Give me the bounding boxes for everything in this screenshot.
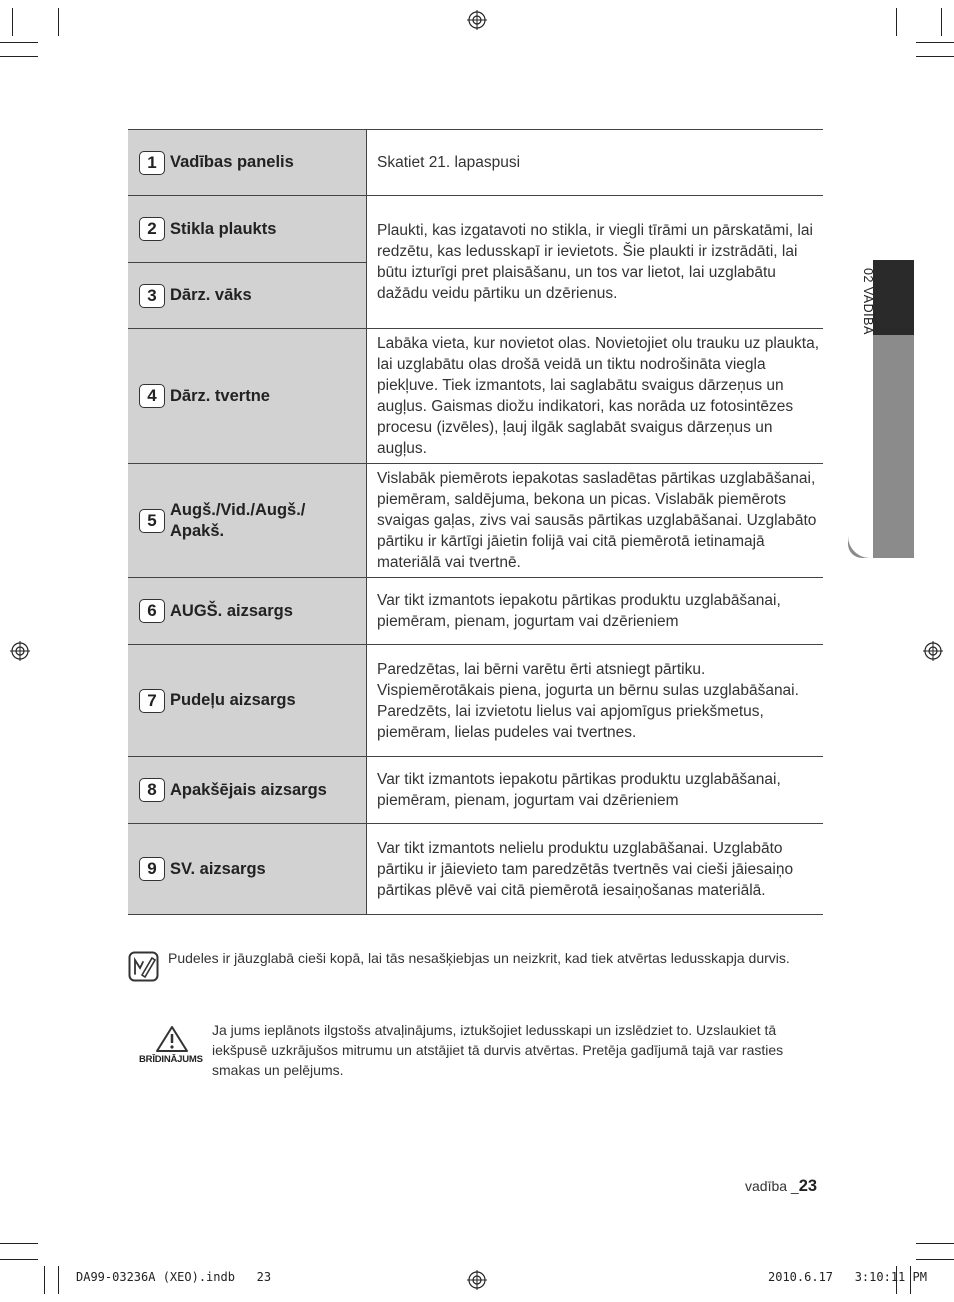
part-label-cell: [128, 578, 367, 645]
table-row: [128, 645, 823, 757]
part-description: Var tikt izmantots iepakotu pārtikas produktu uzglabāšanai, piemēram, pienam, jogurtam vai dzērieniem: [367, 757, 824, 824]
part-name: Dārz. vāks: [170, 286, 252, 304]
part-name: Stikla plaukts: [170, 219, 277, 238]
crop-mark: [0, 56, 38, 57]
crop-mark: [0, 1243, 38, 1244]
table-row: [128, 578, 823, 645]
print-slug-file: DA99-03236A (XEO).indb 23: [76, 1270, 272, 1284]
crop-mark: [12, 8, 13, 36]
warning-icon: [155, 1025, 189, 1053]
part-label-cell: [128, 130, 367, 196]
table-row: [128, 824, 823, 915]
part-label-cell: [128, 824, 367, 915]
note-icon: [128, 951, 159, 982]
crop-mark: [916, 56, 954, 57]
part-number: 9: [139, 857, 165, 881]
crop-mark: [916, 42, 954, 43]
part-description-line: Paredzētas, lai bērni varētu ērti atsniegt pārtiku. Vispiemērotākais piena, jogurta un bērnu sulas uzglabāšanai.: [377, 660, 799, 699]
crop-mark: [916, 1259, 954, 1260]
part-label-cell: [128, 263, 367, 329]
warning-label: BRĪDINĀJUMS: [139, 1054, 203, 1065]
crop-mark: [44, 1266, 45, 1294]
side-tab-label: 02 VADĪBA: [861, 268, 875, 335]
part-number: 2: [139, 217, 165, 241]
part-label-cell: [128, 196, 367, 263]
part-description: Plaukti, kas izgatavoti no stikla, ir viegli tīrāmi un pārskatāmi, lai redzētu, kas ledusskapī ir ievietots. Šie plaukti ir izstrādāti, lai būtu izturīgi pret plaisāšanu, un tos var lietot, lai uzglabātu dažādu veidu pārtiku un dzērienus.: [367, 196, 824, 329]
table-row: [128, 329, 823, 464]
part-name: Pudeļu aizsargs: [170, 691, 296, 709]
print-slug-date: 2010.6.17 3:10:11 PM: [768, 1270, 927, 1284]
warning-text: Ja jums ieplānots ilgstošs atvaļinājums, iztukšojiet ledusskapi un izslēdziet to. Uzslaukiet tā iekšpusē uzkrājušos mitrumu un atstājiet tā durvis atvērtas. Pretēja gadījumā tajā var rasties smakas un pelējums.: [212, 1022, 784, 1078]
table-row: [128, 196, 823, 263]
table-row: [128, 130, 823, 196]
part-number: 4: [139, 384, 165, 408]
part-description: [367, 645, 824, 757]
page-footer: [745, 1177, 817, 1196]
page-number: 23: [798, 1177, 818, 1195]
parts-table: [128, 129, 823, 915]
note-text: Pudeles ir jāuzglabā cieši kopā, lai tās nesašķiebjas un neizkrit, kad tiek atvērtas ledusskapja durvis.: [168, 950, 790, 966]
part-name: Apakšējais aizsargs: [170, 780, 327, 799]
crop-mark: [916, 1243, 954, 1244]
part-number: 5: [139, 509, 165, 533]
part-description: Var tikt izmantots iepakotu pārtikas produktu uzglabāšanai, piemēram, pienam, jogurtam vai dzērieniem: [367, 578, 824, 645]
part-name: AUGŠ. aizsargs: [170, 601, 293, 620]
registration-mark-icon: [467, 10, 487, 30]
registration-mark-icon: [10, 641, 30, 661]
crop-mark: [0, 42, 38, 43]
part-label-cell: [128, 464, 367, 578]
crop-mark: [58, 8, 59, 36]
part-label-cell: [128, 329, 367, 464]
part-name: SV. aizsargs: [170, 859, 266, 878]
section-name: vadība _: [745, 1178, 799, 1194]
crop-mark: [941, 8, 942, 36]
part-name: Dārz. tvertne: [170, 386, 270, 405]
crop-mark: [896, 8, 897, 36]
part-label-cell: [128, 645, 367, 757]
part-number: 1: [139, 151, 165, 175]
part-number: 3: [139, 284, 165, 308]
part-name: Augš./Vid./Augš./ Apakš.: [170, 500, 306, 540]
side-tab-marker: [873, 260, 914, 335]
part-description: Var tikt izmantots nelielu produktu uzglabāšanai. Uzglabāto pārtiku ir jāievieto tam paredzētās tvertnēs vai cieši jāiesaiņo pārtikas plēvē vai citā piemērotā iesaiņošanas materiālā.: [367, 824, 824, 915]
table-row: [128, 757, 823, 824]
part-description-line: Paredzēts, lai izvietotu lielus vai apjomīgus priekšmetus, piemēram, lielas pudeles vai tvertnes.: [377, 702, 764, 741]
crop-mark: [58, 1266, 59, 1294]
part-description: Vislabāk piemērots iepakotas sasladētas pārtikas uzglabāšanai, piemēram, saldējuma, bekona un picas. Vislabāk piemērots svaigas gaļas, zivs vai sausās pārtikas uzglabāšanai. Uzglabāto pārtiku ir kārtīgi jāietin folijā vai citā piemērotā ietinamajā materiālā vai tvertnē.: [367, 464, 824, 578]
part-name: Vadības panelis: [170, 153, 294, 171]
crop-mark: [0, 1259, 38, 1260]
part-label-cell: [128, 757, 367, 824]
registration-mark-icon: [467, 1270, 487, 1290]
part-number: 6: [139, 599, 165, 623]
registration-mark-icon: [923, 641, 943, 661]
part-description: Labāka vieta, kur novietot olas. Novietojiet olu trauku uz plaukta, lai uzglabātu olas drošā veidā un tiktu nodrošināta viegla piekļuve. Tiek izmantots, lai saglabātu svaigus dārzeņus un augļus. Gaismas diožu indikatori, kas norāda uz fotosintēzes procesu (izvēles), ļauj ilgāk saglabāt svaigus dārzeņus un augļus.: [367, 329, 824, 464]
part-number: 8: [139, 778, 165, 802]
part-number: 7: [139, 689, 165, 713]
part-description: Skatiet 21. lapaspusi: [367, 130, 824, 196]
table-row: [128, 464, 823, 578]
